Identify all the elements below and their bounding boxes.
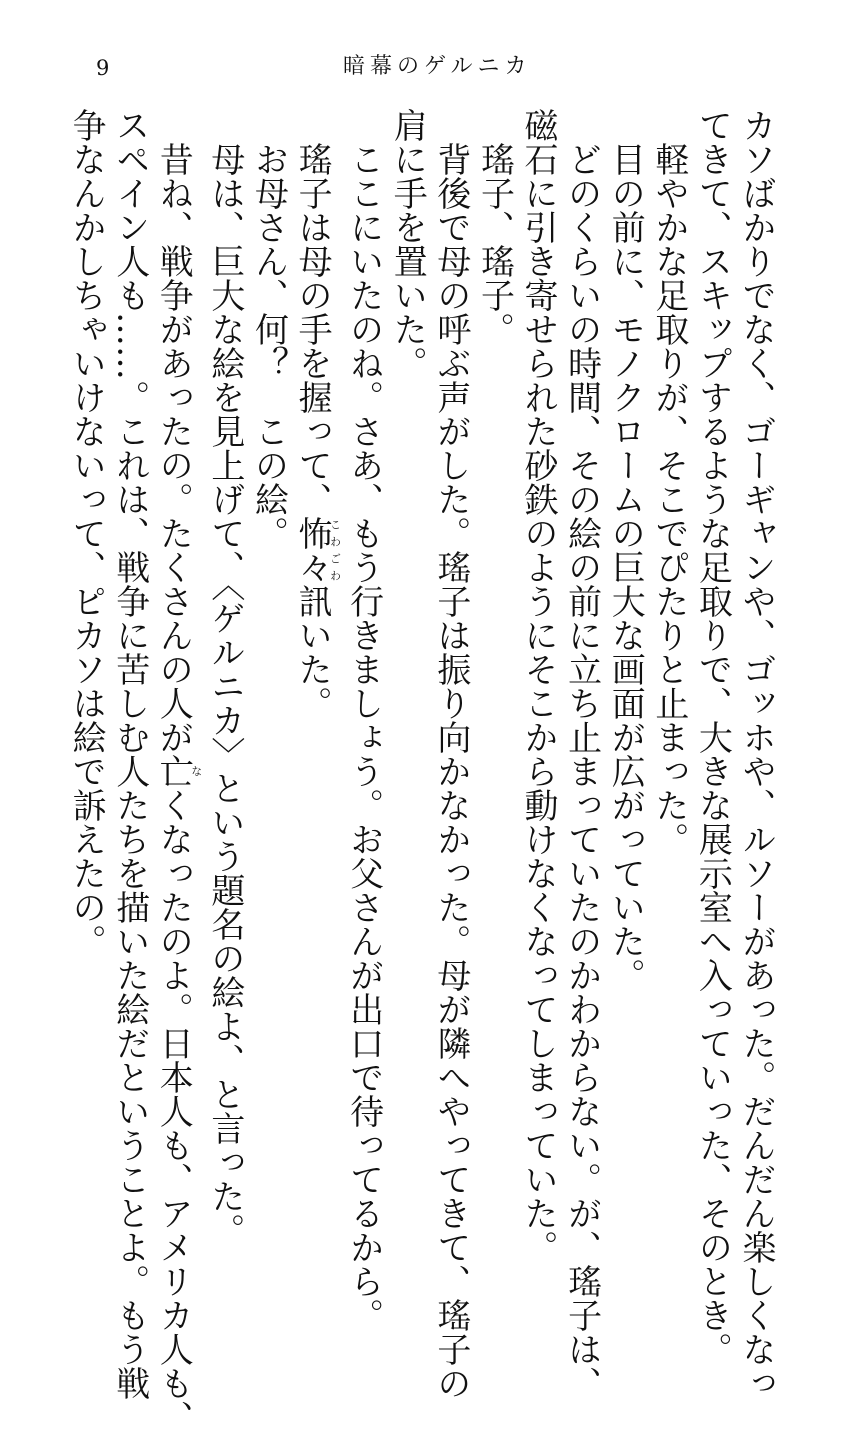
page-number: 9 bbox=[96, 56, 110, 80]
ruby-na bbox=[153, 754, 203, 788]
ruby-na-reading: な bbox=[189, 754, 203, 788]
ruby-kowagowa-reading: こわごわ bbox=[328, 516, 342, 584]
text-line-3: 軽やかな足取りが、そこでぴたりと止まった。 bbox=[648, 108, 689, 856]
body-text bbox=[64, 108, 778, 1434]
text-line-9: 肩に手を置いた。 bbox=[387, 108, 428, 380]
text-line-8: 背後で母の呼ぶ声がした。瑤子は振り向かなかった。母が隣へやってきて、瑤子の bbox=[430, 108, 471, 1400]
text-line-11-before: 瑤子は母の手を握って、 bbox=[292, 108, 333, 516]
text-line-2: てきて、スキップするような足取りで、大きな展示室へ入っていった、そのとき。 bbox=[692, 108, 733, 1366]
text-line-4: 目の前に、モノクロームの巨大な画面が広がっていた。 bbox=[605, 108, 646, 992]
text-line-6: 磁石に引き寄せられた砂鉄のようにそこから動けなくなってしまっていた。 bbox=[518, 108, 559, 1264]
ruby-kowagowa bbox=[292, 516, 342, 584]
text-line-13: 母は、巨大な絵を見上げて、〈ゲルニカ〉という題名の絵よ、と言った。 bbox=[204, 108, 245, 1247]
running-title: 暗幕のゲルニカ bbox=[343, 54, 532, 79]
ruby-na-base: 亡 bbox=[153, 754, 194, 788]
text-line-12: お母さん、何？ この絵。 bbox=[248, 108, 289, 550]
text-line-7: 瑤子、瑤子。 bbox=[474, 108, 515, 346]
text-line-15: スペイン人も……。これは、戦争に苦しむ人たちを描いた絵だということよ。もう戦 bbox=[109, 108, 150, 1400]
text-line-5: どのくらいの時間、その絵の前に立ち止まっていたのかわからない。が、瑤子は、 bbox=[561, 108, 602, 1400]
text-line-11 bbox=[289, 108, 341, 1148]
text-line-10: ここにいたのね。さあ、もう行きましょう。お父さんが出口で待ってるから。 bbox=[343, 108, 384, 1332]
text-line-14 bbox=[151, 108, 203, 1434]
text-line-11-after: 訊いた。 bbox=[292, 584, 333, 720]
text-line-14-before: 昔ね、戦争があったの。たくさんの人が bbox=[153, 108, 194, 754]
text-line-14-after: くなったのよ。日本人も、アメリカ人も、 bbox=[153, 788, 194, 1434]
ruby-kowagowa-base: 怖々 bbox=[292, 516, 333, 584]
text-line-1: カソばかりでなく、ゴーギャンや、ゴッホや、ルソーがあった。だんだん楽しくなっ bbox=[736, 108, 776, 1400]
text-line-16: 争なんかしちゃいけないって、ピカソは絵で訴えたの。 bbox=[66, 108, 107, 958]
